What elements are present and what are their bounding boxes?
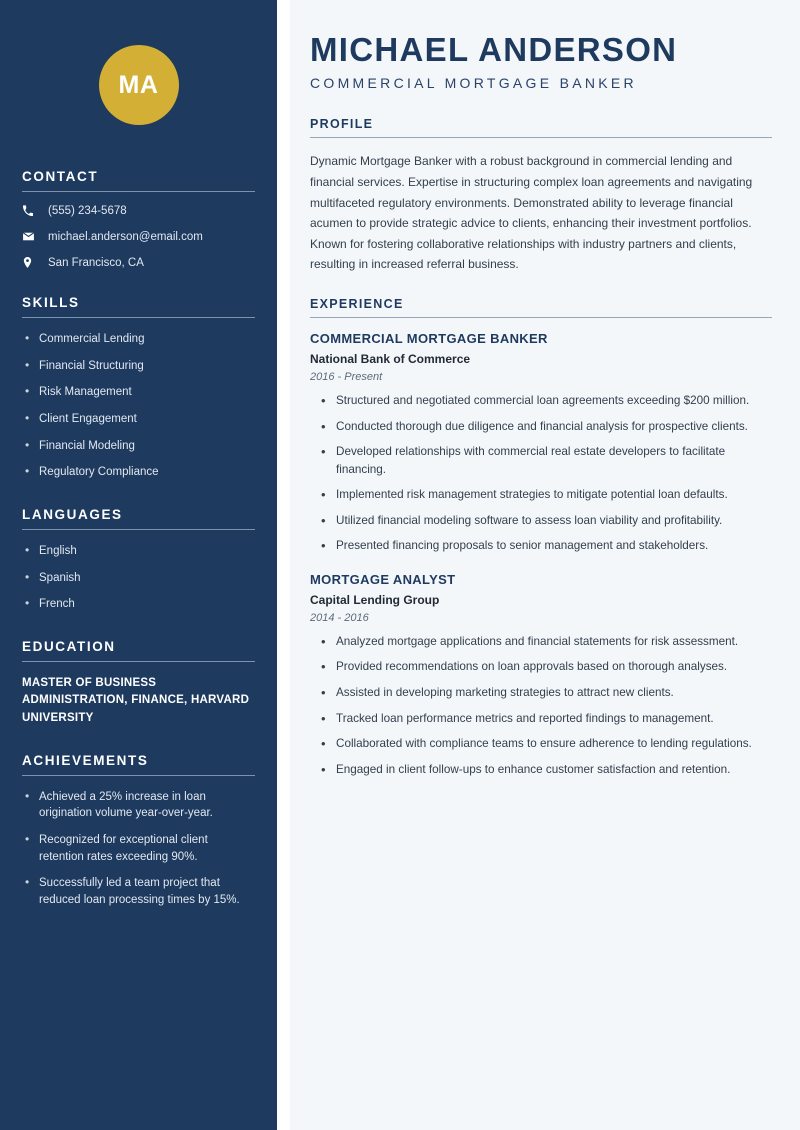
list-item: • French xyxy=(22,596,255,613)
education-divider xyxy=(22,661,255,662)
column-gap xyxy=(277,0,290,1130)
page-title: MICHAEL ANDERSON xyxy=(310,31,678,68)
languages-heading: LANGUAGES xyxy=(22,507,123,523)
list-item: • Commercial Lending xyxy=(22,331,255,348)
list-item: • Financial Structuring xyxy=(22,358,255,375)
list-item: • Collaborated with compliance teams to ensure adherence to lending regulations. xyxy=(320,735,772,753)
languages-section xyxy=(22,507,255,613)
experience-company: Capital Lending Group xyxy=(310,592,440,607)
skills-heading: SKILLS xyxy=(22,295,80,310)
education-section xyxy=(22,639,255,727)
contact-heading: CONTACT xyxy=(22,169,99,184)
profile-text: Dynamic Mortgage Banker with a robust background in commercial lending and financial services. Expertise in structuring complex loan agreements and navigating multifaceted regulatory environments. Demonstrated ability to leverage financial acumen to provide strategic advice to clients, enhancing their investment portfolios. Known for fostering collaborative relationships with industry partners and clients, resulting in increased referral business. xyxy=(310,154,753,272)
contact-email-value: michael.anderson@email.com xyxy=(48,230,203,243)
list-item: • Risk Management xyxy=(22,384,255,401)
location-pin-icon xyxy=(22,256,42,269)
achievements-divider xyxy=(22,775,255,776)
profile-heading: PROFILE xyxy=(310,117,374,132)
contact-phone-value: (555) 234-5678 xyxy=(48,205,127,217)
sidebar xyxy=(0,0,277,1130)
contact-location-value: San Francisco, CA xyxy=(48,256,144,269)
experience-entry xyxy=(310,572,772,778)
experience-divider xyxy=(310,317,772,318)
experience-entry xyxy=(310,331,772,555)
skills-divider xyxy=(22,317,255,318)
education-heading: EDUCATION xyxy=(22,639,116,655)
avatar: MA xyxy=(99,45,179,125)
list-item: • Achieved a 25% increase in loan origination volume year-over-year. xyxy=(22,789,255,822)
achievements-list xyxy=(22,789,255,909)
list-item: • Implemented risk management strategies to mitigate potential loan defaults. xyxy=(320,486,772,504)
list-item: • Developed relationships with commercial real estate developers to facilitate financing. xyxy=(320,443,772,478)
list-item: • Conducted thorough due diligence and financial analysis for prospective clients. xyxy=(320,418,772,436)
experience-job-title: COMMERCIAL MORTGAGE BANKER xyxy=(310,331,548,347)
achievements-heading: ACHIEVEMENTS xyxy=(22,752,149,768)
experience-dates: 2014 - 2016 xyxy=(310,611,369,624)
profile-section xyxy=(310,117,772,275)
languages-divider xyxy=(22,529,255,530)
email-icon xyxy=(22,230,42,243)
list-item: • English xyxy=(22,543,255,560)
contact-item-email[interactable] xyxy=(22,230,255,243)
main-content xyxy=(290,0,800,1130)
experience-job-title: MORTGAGE ANALYST xyxy=(310,571,456,587)
achievements-section xyxy=(22,753,255,909)
list-item: • Financial Modeling xyxy=(22,438,255,455)
phone-icon xyxy=(22,205,42,217)
list-item: • Client Engagement xyxy=(22,411,255,428)
contact-item-phone[interactable] xyxy=(22,205,255,217)
skills-list xyxy=(22,331,255,481)
education-entry: MASTER OF BUSINESS ADMINISTRATION, FINANCE, HARVARD UNIVERSITY xyxy=(22,677,250,724)
contact-section xyxy=(22,169,255,269)
list-item: • Engaged in client follow-ups to enhance customer satisfaction and retention. xyxy=(320,761,772,779)
list-item: • Utilized financial modeling software to assess loan viability and profitability. xyxy=(320,512,772,530)
skills-section xyxy=(22,295,255,481)
list-item: • Analyzed mortgage applications and financial statements for risk assessment. xyxy=(320,633,772,651)
experience-bullet-list xyxy=(310,633,772,778)
list-item: • Structured and negotiated commercial loan agreements exceeding $200 million. xyxy=(320,392,772,410)
contact-item-location[interactable] xyxy=(22,256,255,269)
experience-dates: 2016 - Present xyxy=(310,371,383,384)
experience-heading: EXPERIENCE xyxy=(310,297,404,312)
experience-section xyxy=(310,297,772,778)
list-item: • Regulatory Compliance xyxy=(22,464,255,481)
experience-company: National Bank of Commerce xyxy=(310,352,471,367)
list-item: • Tracked loan performance metrics and reported findings to management. xyxy=(320,710,772,728)
contact-divider xyxy=(22,191,255,192)
list-item: • Successfully led a team project that reduced loan processing times by 15%. xyxy=(22,875,255,908)
job-subtitle: COMMERCIAL MORTGAGE BANKER xyxy=(310,75,637,92)
list-item: • Spanish xyxy=(22,570,255,587)
profile-divider xyxy=(310,137,772,138)
list-item: • Recognized for exceptional client retention rates exceeding 90%. xyxy=(22,832,255,865)
list-item: • Presented financing proposals to senior management and stakeholders. xyxy=(320,537,772,555)
avatar-container xyxy=(22,0,255,169)
languages-list xyxy=(22,543,255,613)
list-item: • Assisted in developing marketing strategies to attract new clients. xyxy=(320,684,772,702)
experience-bullet-list xyxy=(310,392,772,555)
list-item: • Provided recommendations on loan approvals based on thorough analyses. xyxy=(320,658,772,676)
